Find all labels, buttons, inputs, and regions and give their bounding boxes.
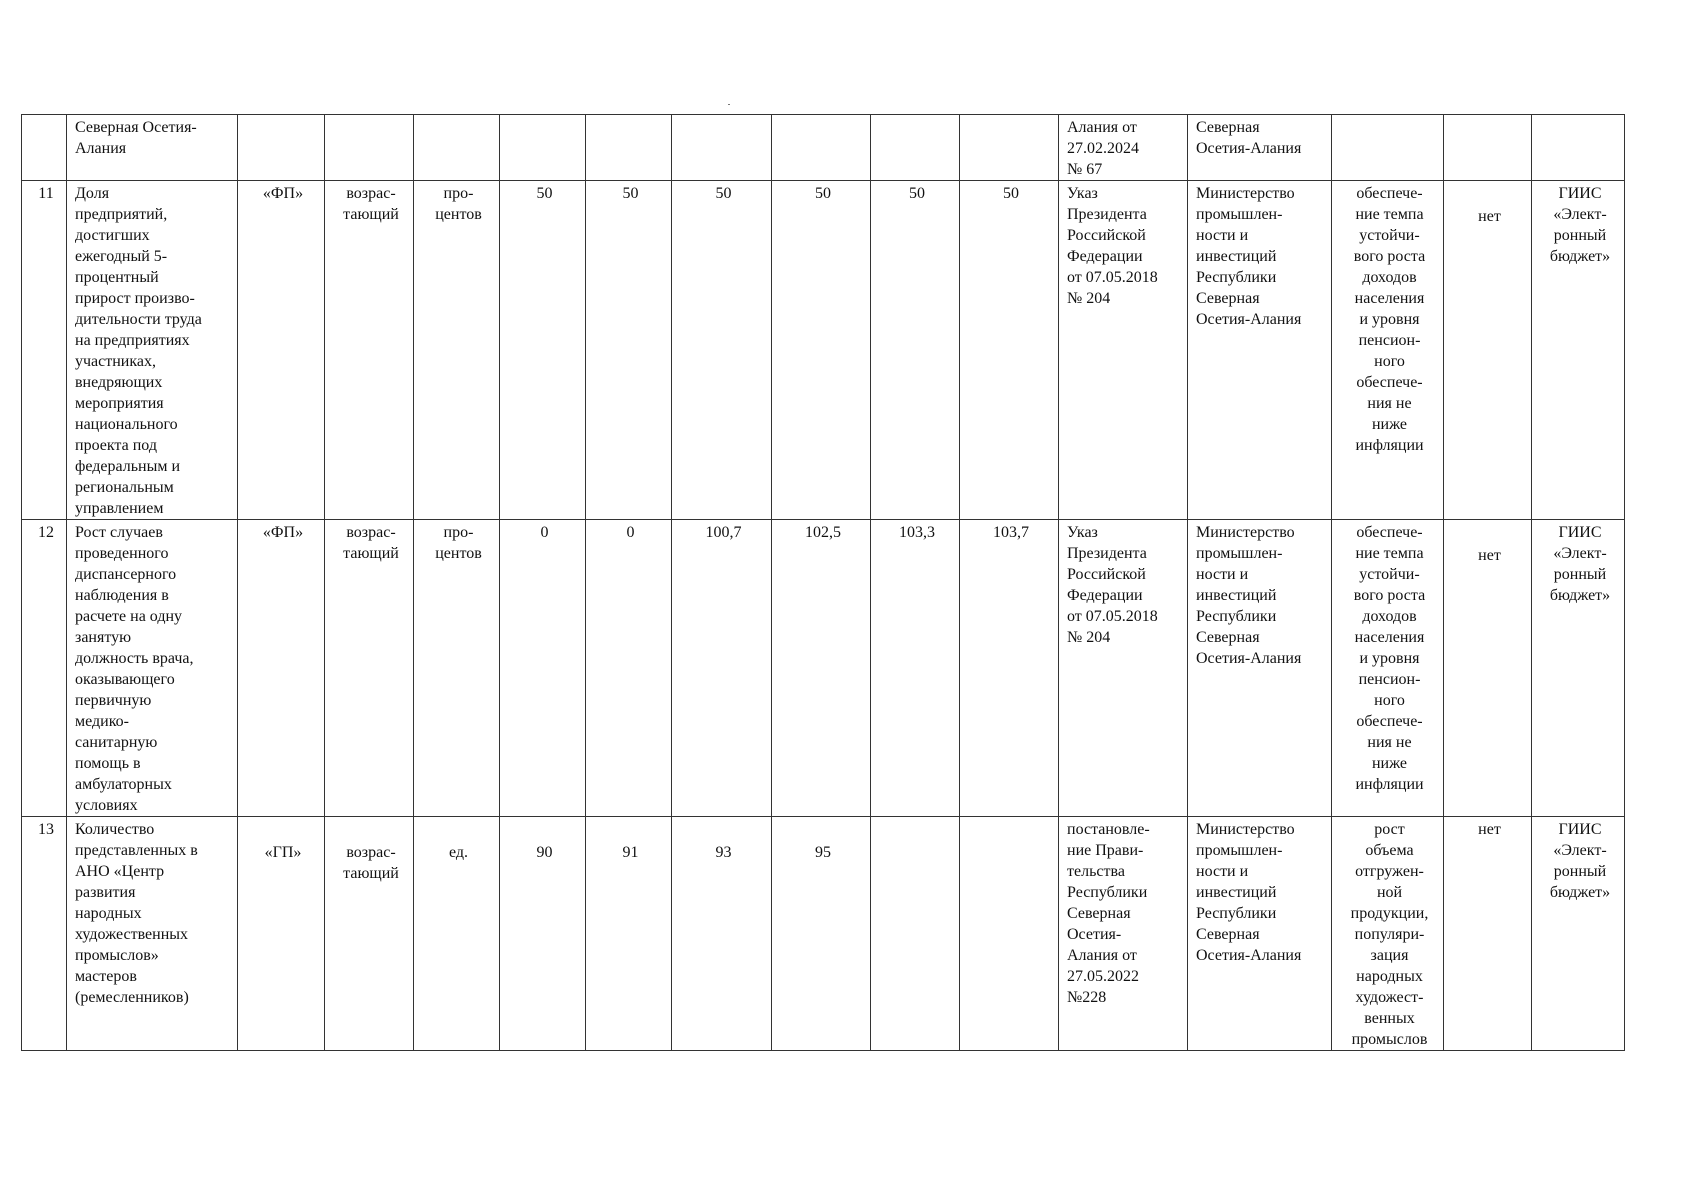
scan-mark [728,104,730,105]
table-row [22,181,1625,520]
indicator-name-cell: Количество представленных в АНО «Центр развития народных художественных промыслов» мастеров (ремесленников) [67,817,238,1051]
value-cell: 95 [772,817,871,1051]
unit-cell: ед. [414,817,500,1051]
value-cell: 100,7 [672,520,772,817]
info-system-cell: ГИИС «Элект- ронный бюджет» [1532,181,1625,520]
value-cell: 93 [672,817,772,1051]
value-cell [672,115,772,181]
value-cell [960,817,1059,1051]
goal-cell [1332,115,1444,181]
indicators-table [21,114,1625,1051]
value-cell [586,115,672,181]
value-cell: 103,7 [960,520,1059,817]
value-cell: 103,3 [871,520,960,817]
responsible-cell: Министерство промышлен- ности и инвестиций Республики Северная Осетия-Алания [1188,520,1332,817]
row-number-cell: 13 [22,817,67,1051]
indicator-type-cell [238,115,325,181]
value-cell [871,115,960,181]
indicator-type-cell: «ФП» [238,520,325,817]
basis-document-cell: постановле- ние Прави- тельства Республики Северная Осетия- Алания от 27.05.2022 №228 [1059,817,1188,1051]
indicator-type-cell: «ФП» [238,181,325,520]
indicator-type-cell: «ГП» [238,817,325,1051]
value-cell: 102,5 [772,520,871,817]
indicator-name-cell: Рост случаев проведенного диспансерного наблюдения в расчете на одну занятую должность врача, оказывающего первичную медико- санитарную помощь в амбулаторных условиях [67,520,238,817]
value-cell: 91 [586,817,672,1051]
value-cell [772,115,871,181]
table-row [22,520,1625,817]
responsible-cell: Министерство промышлен- ности и инвестиций Республики Северная Осетия-Алания [1188,817,1332,1051]
direction-cell: возрас- тающий [325,817,414,1051]
basis-document-cell: Указ Президента Российской Федерации от 07.05.2018 № 204 [1059,520,1188,817]
value-cell: 50 [960,181,1059,520]
flag-cell: нет [1444,520,1532,817]
value-cell [500,115,586,181]
value-cell: 0 [500,520,586,817]
unit-cell: про- центов [414,520,500,817]
value-cell [960,115,1059,181]
direction-cell: возрас- тающий [325,181,414,520]
info-system-cell: ГИИС «Элект- ронный бюджет» [1532,817,1625,1051]
flag-cell: нет [1444,817,1532,1051]
value-cell [871,817,960,1051]
indicator-name-cell: Северная Осетия- Алания [67,115,238,181]
value-cell: 50 [871,181,960,520]
flag-cell [1444,115,1532,181]
table-row [22,817,1625,1051]
goal-cell: обеспече- ние темпа устойчи- вого роста доходов населения и уровня пенсион- ного обеспече- ния не ниже инфляции [1332,520,1444,817]
value-cell: 50 [772,181,871,520]
info-system-cell: ГИИС «Элект- ронный бюджет» [1532,520,1625,817]
basis-document-cell: Указ Президента Российской Федерации от 07.05.2018 № 204 [1059,181,1188,520]
basis-document-cell: Алания от 27.02.2024 № 67 [1059,115,1188,181]
row-number-cell [22,115,67,181]
responsible-cell: Министерство промышлен- ности и инвестиций Республики Северная Осетия-Алания [1188,181,1332,520]
value-cell: 90 [500,817,586,1051]
flag-cell: нет [1444,181,1532,520]
goal-cell: обеспече- ние темпа устойчи- вого роста доходов населения и уровня пенсион- ного обеспече- ния не ниже инфляции [1332,181,1444,520]
row-number-cell: 12 [22,520,67,817]
value-cell: 50 [500,181,586,520]
value-cell: 50 [672,181,772,520]
value-cell: 0 [586,520,672,817]
goal-cell: рост объема отгружен- ной продукции, популяри- зация народных художест- венных промыслов [1332,817,1444,1051]
direction-cell [325,115,414,181]
unit-cell: про- центов [414,181,500,520]
table-row [22,115,1625,181]
value-cell: 50 [586,181,672,520]
row-number-cell: 11 [22,181,67,520]
unit-cell [414,115,500,181]
direction-cell: возрас- тающий [325,520,414,817]
indicator-name-cell: Доля предприятий, достигших ежегодный 5- процентный прирост произво- дительности труда на предприятиях участниках, внедряющих мероприятия национального проекта под федеральным и региональным управлением [67,181,238,520]
responsible-cell: Северная Осетия-Алания [1188,115,1332,181]
info-system-cell [1532,115,1625,181]
